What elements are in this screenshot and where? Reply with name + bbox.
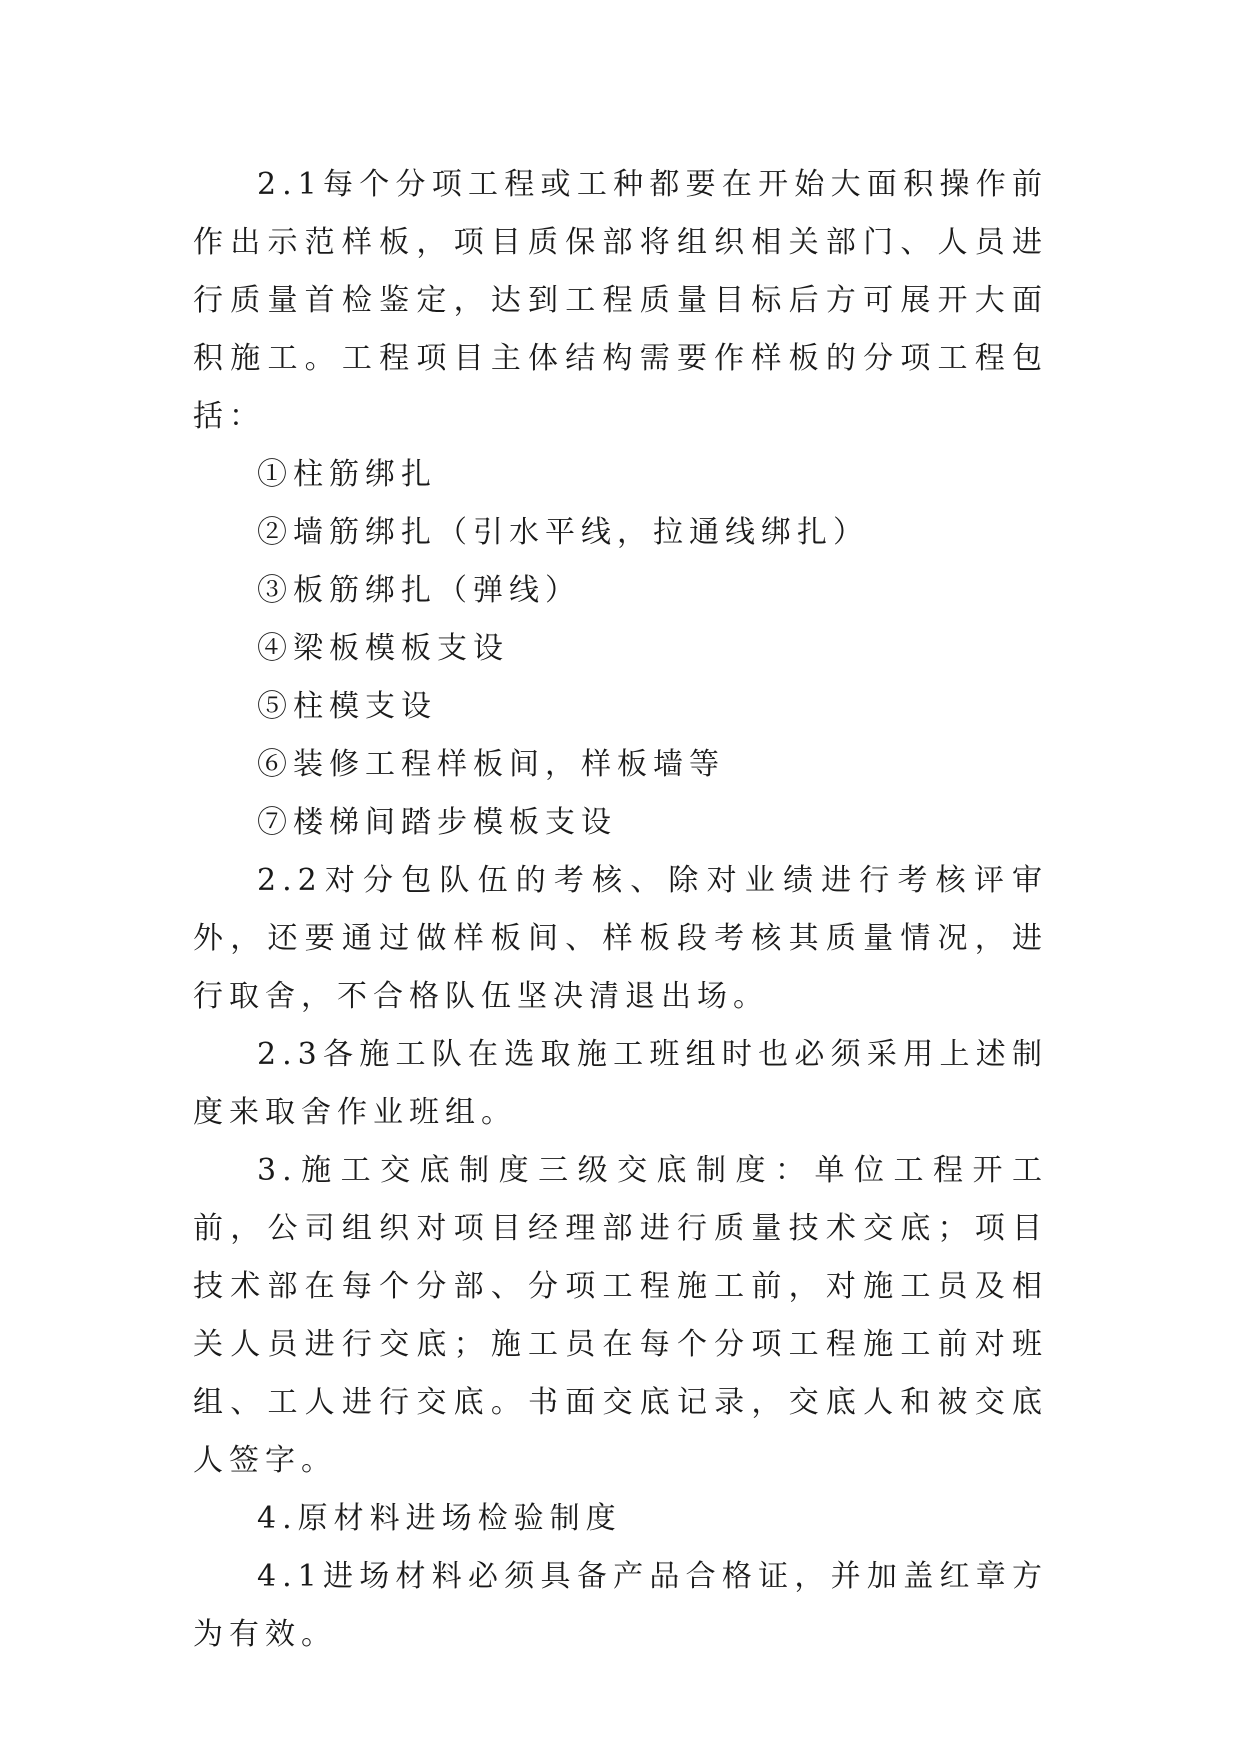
list-item-column-formwork: ⑤柱模支设 — [257, 689, 437, 724]
paragraph-2-1: 2.1每个分项工程或工种都要在开始大面积操作前作出示范样板，项目质保部将组织相关部门、人员进行质量首检鉴定，达到工程质量目标后方可展开大面积施工。工程项目主体结构需要作样板的分项工程包括： — [193, 167, 1048, 434]
list-item-decoration-sample: ⑥装修工程样板间，样板墙等 — [257, 747, 725, 782]
paragraph-2-2: 2.2对分包队伍的考核、除对业绩进行考核评审外，还要通过做样板间、样板段考核其质量情况，进行取舍，不合格队伍坚决清退出场。 — [193, 863, 1048, 1014]
paragraph-4-1: 4.1进场材料必须具备产品合格证，并加盖红章方为有效。 — [193, 1559, 1048, 1652]
paragraph-3: 3.施工交底制度三级交底制度：单位工程开工前，公司组织对项目经理部进行质量技术交底；项目技术部在每个分部、分项工程施工前，对施工员及相关人员进行交底；施工员在每个分项工程施工前对班组、工人进行交底。书面交底记录，交底人和被交底人签字。 — [193, 1153, 1048, 1478]
list-item-wall-rebar: ②墙筋绑扎（引水平线，拉通线绑扎） — [257, 515, 869, 550]
document-body — [193, 156, 1048, 1664]
list-item-stair-formwork: ⑦楼梯间踏步模板支设 — [257, 805, 617, 840]
paragraph-4-heading: 4.原材料进场检验制度 — [257, 1501, 622, 1536]
paragraph-2-3: 2.3各施工队在选取施工班组时也必须采用上述制度来取舍作业班组。 — [193, 1037, 1048, 1130]
list-item-beam-slab-formwork: ④梁板模板支设 — [257, 631, 509, 666]
list-item-column-rebar: ①柱筋绑扎 — [257, 457, 437, 492]
list-item-slab-rebar: ③板筋绑扎（弹线） — [257, 573, 581, 608]
